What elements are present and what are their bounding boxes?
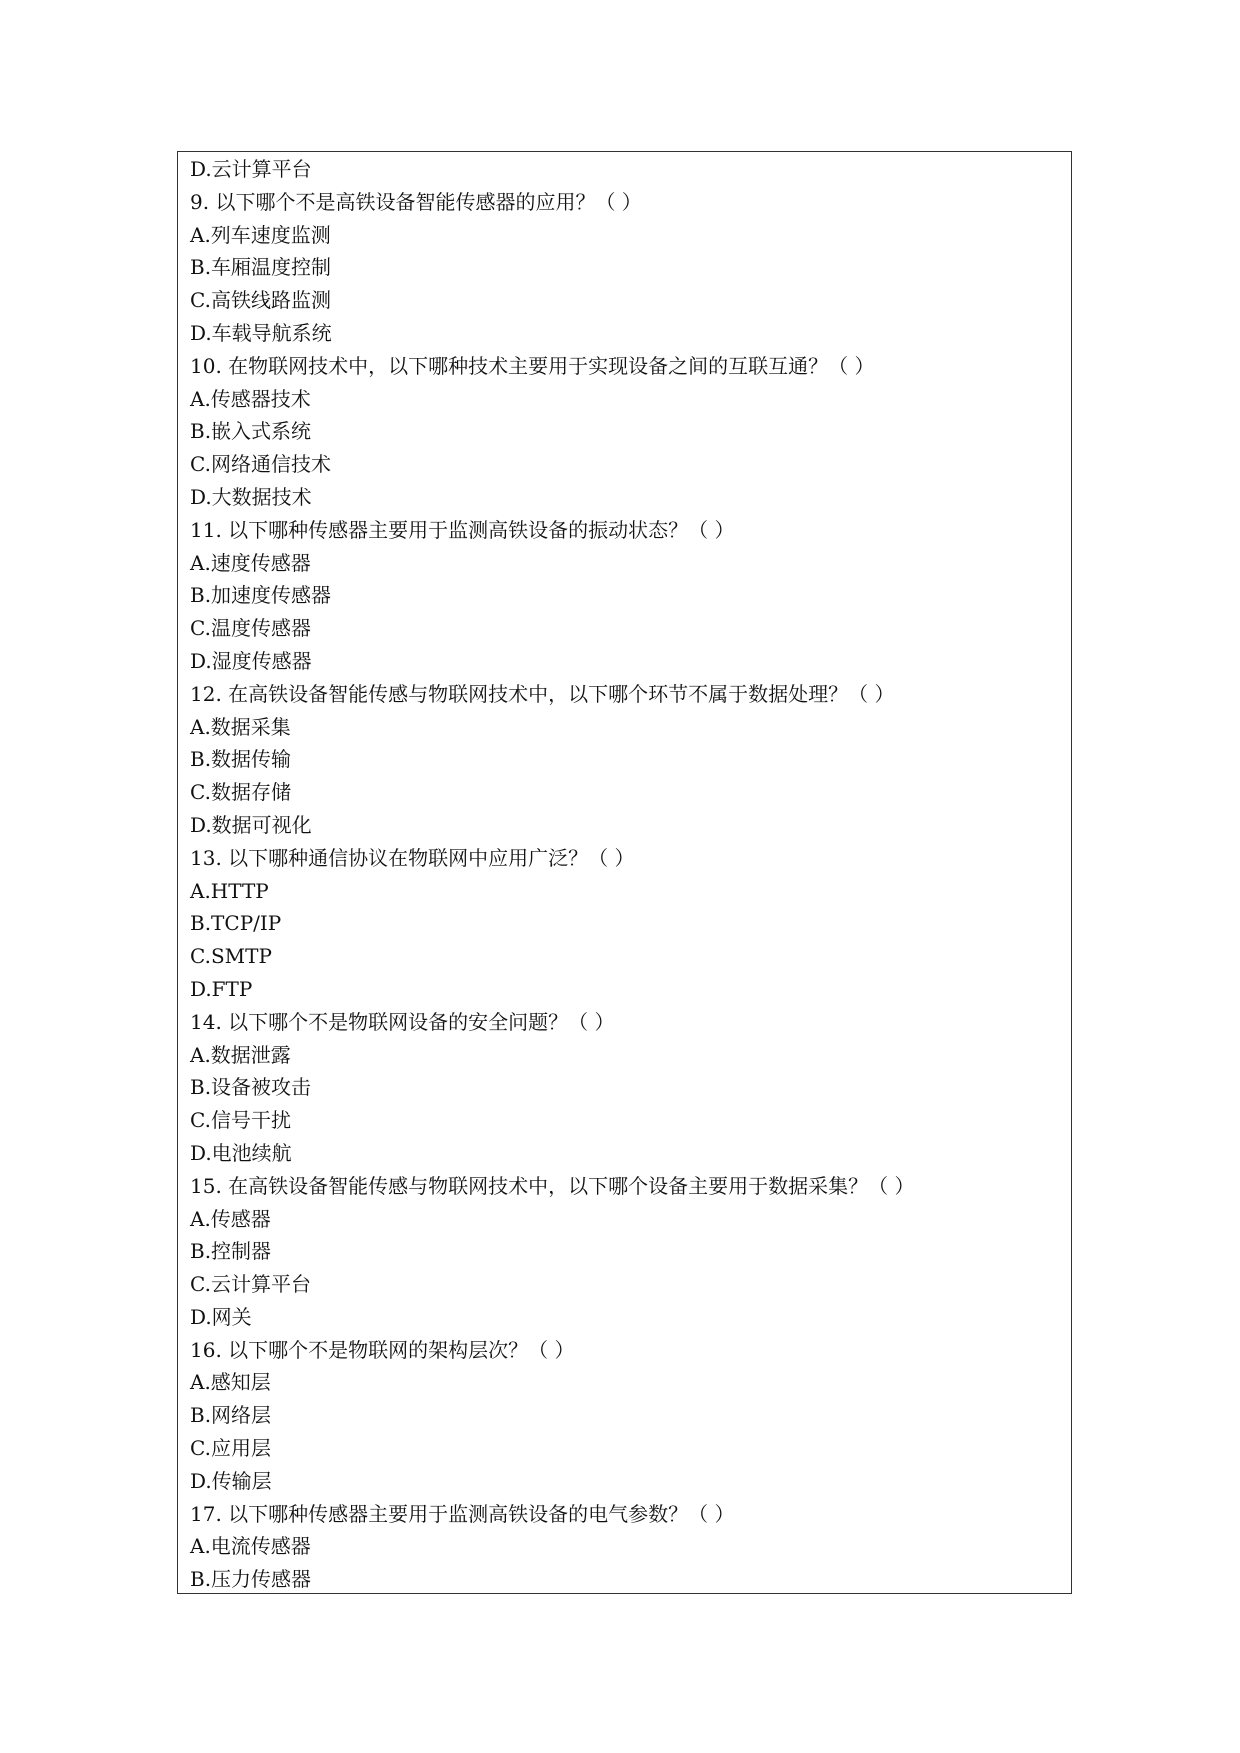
- text-line: 11. 以下哪种传感器主要用于监测高铁设备的振动状态？（ ）: [190, 517, 735, 542]
- text-line: D.FTP: [190, 976, 253, 1001]
- text-line: C.数据存储: [190, 780, 291, 805]
- text-line: A.传感器: [190, 1206, 271, 1231]
- question-list: [190, 153, 1060, 1596]
- text-line: A.HTTP: [190, 878, 269, 903]
- text-line: 12. 在高铁设备智能传感与物联网技术中，以下哪个环节不属于数据处理？（ ）: [190, 681, 895, 706]
- text-line: B.控制器: [190, 1239, 272, 1264]
- text-line: B.数据传输: [190, 747, 292, 772]
- text-line: B.嵌入式系统: [190, 419, 312, 444]
- text-line: C.应用层: [190, 1436, 271, 1461]
- text-line: A.列车速度监测: [190, 222, 331, 247]
- text-line: C.信号干扰: [190, 1108, 291, 1133]
- text-line: D.车载导航系统: [190, 320, 332, 345]
- text-line: B.网络层: [190, 1403, 272, 1428]
- text-line: 13. 以下哪种通信协议在物联网中应用广泛？（ ）: [190, 845, 635, 870]
- text-line: B.压力传感器: [190, 1567, 312, 1592]
- text-line: D.电池续航: [190, 1140, 292, 1165]
- text-line: 17. 以下哪种传感器主要用于监测高铁设备的电气参数？（ ）: [190, 1501, 735, 1526]
- text-line: A.感知层: [190, 1370, 271, 1395]
- text-line: 15. 在高铁设备智能传感与物联网技术中，以下哪个设备主要用于数据采集？（ ）: [190, 1173, 915, 1198]
- text-line: C.温度传感器: [190, 616, 311, 641]
- text-line: D.网关: [190, 1304, 252, 1329]
- text-line: B.设备被攻击: [190, 1075, 312, 1100]
- text-line: D.湿度传感器: [190, 648, 312, 673]
- text-line: C.高铁线路监测: [190, 288, 331, 313]
- text-line: 14. 以下哪个不是物联网设备的安全问题？（ ）: [190, 1009, 615, 1034]
- text-line: B.加速度传感器: [190, 583, 332, 608]
- text-line: D.云计算平台: [190, 157, 312, 181]
- text-line: 9. 以下哪个不是高铁设备智能传感器的应用？（ ）: [190, 189, 642, 214]
- text-line: A.电流传感器: [190, 1534, 311, 1559]
- text-line: D.传输层: [190, 1468, 272, 1493]
- text-line: 10. 在物联网技术中，以下哪种技术主要用于实现设备之间的互联互通？（ ）: [190, 353, 875, 378]
- text-line: B.TCP/IP: [190, 911, 282, 936]
- text-line: D.数据可视化: [190, 812, 312, 837]
- text-line: A.数据泄露: [190, 1042, 291, 1067]
- text-line: B.车厢温度控制: [190, 255, 332, 280]
- text-line: A.速度传感器: [190, 550, 311, 575]
- text-line: A.传感器技术: [190, 386, 311, 411]
- text-line: C.SMTP: [190, 944, 272, 969]
- text-line: 16. 以下哪个不是物联网的架构层次？（ ）: [190, 1337, 575, 1362]
- text-line: D.大数据技术: [190, 484, 312, 509]
- text-line: C.网络通信技术: [190, 452, 331, 477]
- text-line: C.云计算平台: [190, 1272, 311, 1297]
- text-line: A.数据采集: [190, 714, 291, 739]
